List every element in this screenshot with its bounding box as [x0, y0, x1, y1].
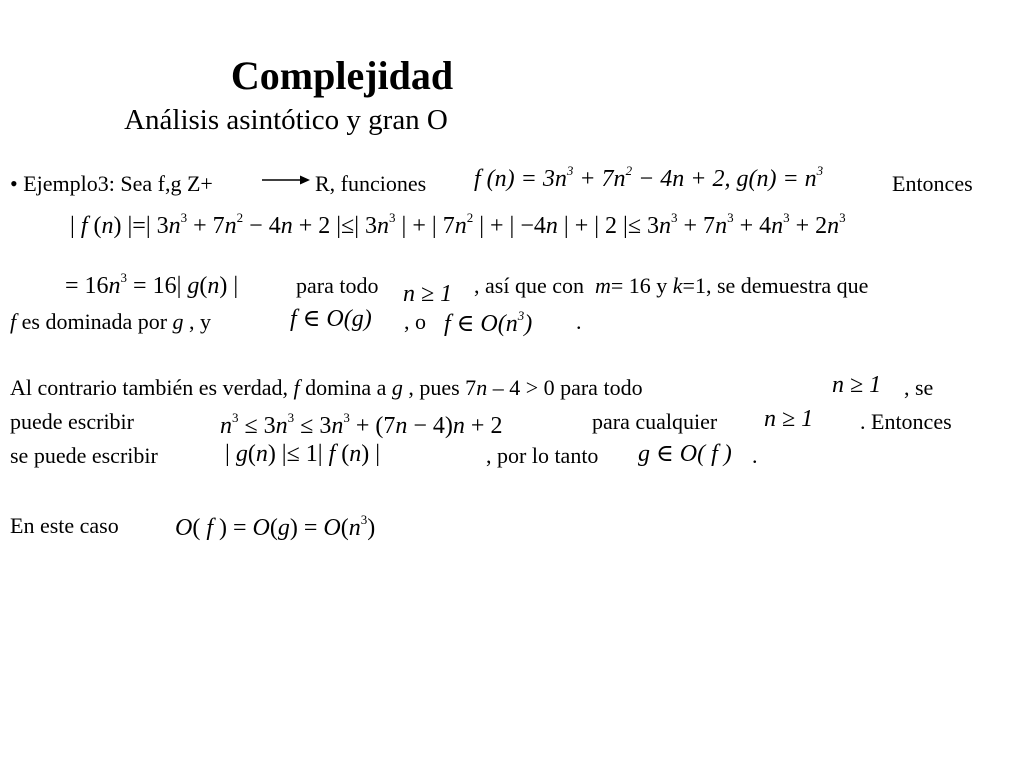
g-in-O-f: g ∈ O( f ): [638, 441, 732, 467]
inequality-chain: | f (n) |=| $3n^3 + 7n^2 - 4n + 2$ |≤| $3n^3$ | + | $7n^2$ | + | −4n | + | 2 |≤ $3n^3 + 7n^3 + 4n^3 + 2n^3$: [70, 210, 846, 239]
period-2: .: [752, 443, 758, 468]
slide-subtitle: Análisis asintótico y gran O: [124, 104, 448, 136]
example-lead: Ejemplo3: Sea f,g Z+: [23, 171, 213, 196]
period-1: .: [576, 309, 582, 334]
so-with-text: , así que con: [474, 273, 584, 298]
converse-f-var: f: [293, 375, 300, 400]
converse-text-3: , pues 7: [408, 375, 477, 400]
converse-g-var: g: [391, 375, 403, 400]
m-value: = 16 y: [610, 273, 668, 298]
dominated-line: [10, 310, 211, 334]
for-all-text: para todo: [296, 273, 379, 298]
converse-text-6: puede escribir: [10, 409, 134, 434]
then-text: Entonces: [892, 171, 973, 196]
mapping-arrow-icon: [262, 174, 310, 186]
and-text: , y: [189, 309, 212, 334]
f-definition-formula: f $(n) = 3n^3 + 7n^2 - 4n + 2$, $g(n) = n^3$: [474, 163, 824, 192]
converse-text-2: domina a: [305, 375, 387, 400]
converse-text-10: , por lo tanto: [486, 443, 599, 468]
converse-text-7: para cualquier: [592, 409, 718, 434]
converse-n-condition: n ≥ 1: [832, 372, 882, 398]
n-condition: n ≥ 1: [403, 281, 453, 307]
m-var: m: [594, 273, 611, 298]
converse-inequality-2: | g(n) |≤ 1| f (n) |: [225, 441, 381, 467]
example-bullet-line: [10, 172, 213, 196]
converse-line-1: [10, 376, 643, 400]
converse-inequality: $n^3 \le 3n^3 \le 3n^3 + (7n - 4)n + 2$: [220, 410, 503, 439]
dominated-text: es dominada por: [21, 309, 168, 334]
conclusion-text: En este caso: [10, 513, 119, 538]
f-in-O-g: f ∈ O(g): [290, 306, 372, 332]
converse-n-condition-2: n ≥ 1: [764, 406, 814, 432]
bullet-icon: •: [10, 171, 18, 196]
converse-text-1: Al contrario también es verdad,: [10, 375, 288, 400]
sum-result-formula: = $16n^3 = 16|$ g(n) |: [65, 270, 239, 299]
k-value: =1, se demuestra que: [682, 273, 869, 298]
with-constants-text: [474, 274, 868, 298]
converse-text-8: . Entonces: [860, 409, 952, 434]
converse-n-var: n: [476, 375, 488, 400]
converse-text-4: – 4 > 0 para todo: [492, 375, 643, 400]
g-var: g: [172, 309, 184, 334]
or-text: , o: [404, 309, 426, 334]
k-var: k: [672, 273, 683, 298]
slide-title: Complejidad: [230, 53, 454, 98]
f-var: f: [10, 309, 17, 334]
converse-text-5: , se: [904, 375, 934, 400]
conclusion-equation: O( f ) = $O(g) = O(n^3)$: [175, 512, 376, 541]
converse-text-9: se puede escribir: [10, 443, 158, 468]
example-codomain: R, funciones: [315, 171, 427, 196]
f-in-O-n3: f ∈ $O(n^3)$: [444, 308, 533, 337]
